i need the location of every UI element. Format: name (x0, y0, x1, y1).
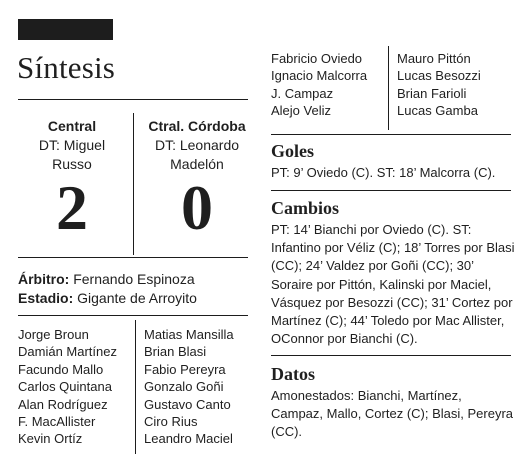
team-away (138, 117, 256, 174)
team-home (13, 117, 131, 174)
divider-lineup (18, 315, 248, 316)
list-item: Lucas Gamba (397, 103, 478, 119)
list-item: J. Campaz (271, 85, 334, 101)
list-item: Lucas Besozzi (397, 68, 481, 84)
stadium-name: Gigante de Arroyito (77, 290, 197, 306)
list-item: Jorge Broun (18, 327, 89, 342)
cambios-heading: Cambios (271, 198, 340, 218)
lineup-away-col2 (397, 50, 481, 120)
list-item: Brian Blasi (144, 344, 207, 360)
list-item: Facundo Mallo (18, 361, 104, 377)
list-item: F. MacAllister (18, 414, 96, 430)
referee-name: Fernando Espinoza (73, 271, 195, 287)
team-home-name: Central (47, 118, 97, 134)
list-item: Damián Martínez (18, 344, 117, 360)
divider-datos (271, 355, 511, 356)
list-item: Fabricio Oviedo (271, 51, 363, 66)
list-item: Gustavo Canto (144, 396, 231, 412)
datos-text: Amonestados: Bianchi, Martínez, Campaz, Mallo, Cortez (C); Blasi, Pereyra (CC). (271, 388, 514, 440)
lineup-away-col1 (271, 50, 367, 120)
divider-cambios (271, 190, 511, 191)
list-item: Alan Rodríguez (18, 396, 108, 412)
team-away-name: Ctral. Córdoba (148, 118, 246, 134)
divider-goles (271, 134, 511, 135)
team-home-coach-line2: Russo (52, 156, 92, 172)
score-home: 2 (56, 172, 88, 243)
header-bar (18, 19, 113, 40)
divider-lineup-cols (135, 320, 136, 454)
divider-teams (133, 113, 134, 255)
list-item: Ignacio Malcorra (271, 68, 368, 84)
list-item: Gonzalo Goñi (144, 379, 224, 395)
lineup-home-col2 (144, 326, 234, 448)
list-item: Carlos Quintana (18, 379, 112, 395)
cambios-text: PT: 14’ Bianchi por Oviedo (C). ST: Infantino por Véliz (C); 18’ Torres por Blasi (CC); 24’ Valdez por Goñi (CC); 30’ Soraire por Pittón, Kalinski por Maciel, Vásquez por Besozzi (CC); 31’ Cortez por Martínez (C); 44’ Toledo por Mac Allister, OConnor por Bianchi (C). (271, 222, 515, 347)
stadium-line (18, 289, 197, 308)
list-item: Fabio Pereyra (144, 361, 226, 377)
list-item: Matias Mansilla (144, 327, 234, 342)
team-away-coach-line1: DT: Leonardo (154, 137, 240, 153)
stadium-label: Estadio: (18, 290, 74, 306)
list-item: Kevin Ortíz (18, 431, 83, 447)
divider-top (18, 99, 248, 100)
list-item: Ciro Rius (144, 414, 198, 430)
referee-line (18, 270, 195, 289)
team-away-coach-line2: Madelón (170, 156, 224, 172)
lineup-home-col1 (18, 326, 117, 448)
list-item: Mauro Pittón (397, 51, 471, 66)
list-item: Alejo Veliz (271, 103, 331, 119)
page-title: Síntesis (17, 50, 116, 85)
list-item: Leandro Maciel (144, 431, 233, 447)
list-item: Brian Farioli (397, 85, 467, 101)
divider-mid (18, 257, 248, 258)
goles-heading: Goles (271, 141, 314, 161)
referee-label: Árbitro: (18, 271, 70, 287)
score-away: 0 (181, 172, 213, 243)
divider-away-cols (388, 46, 389, 130)
datos-heading: Datos (271, 364, 315, 384)
goles-text: PT: 9’ Oviedo (C). ST: 18’ Malcorra (C). (271, 165, 496, 180)
team-home-coach-line1: DT: Miguel (38, 137, 106, 153)
